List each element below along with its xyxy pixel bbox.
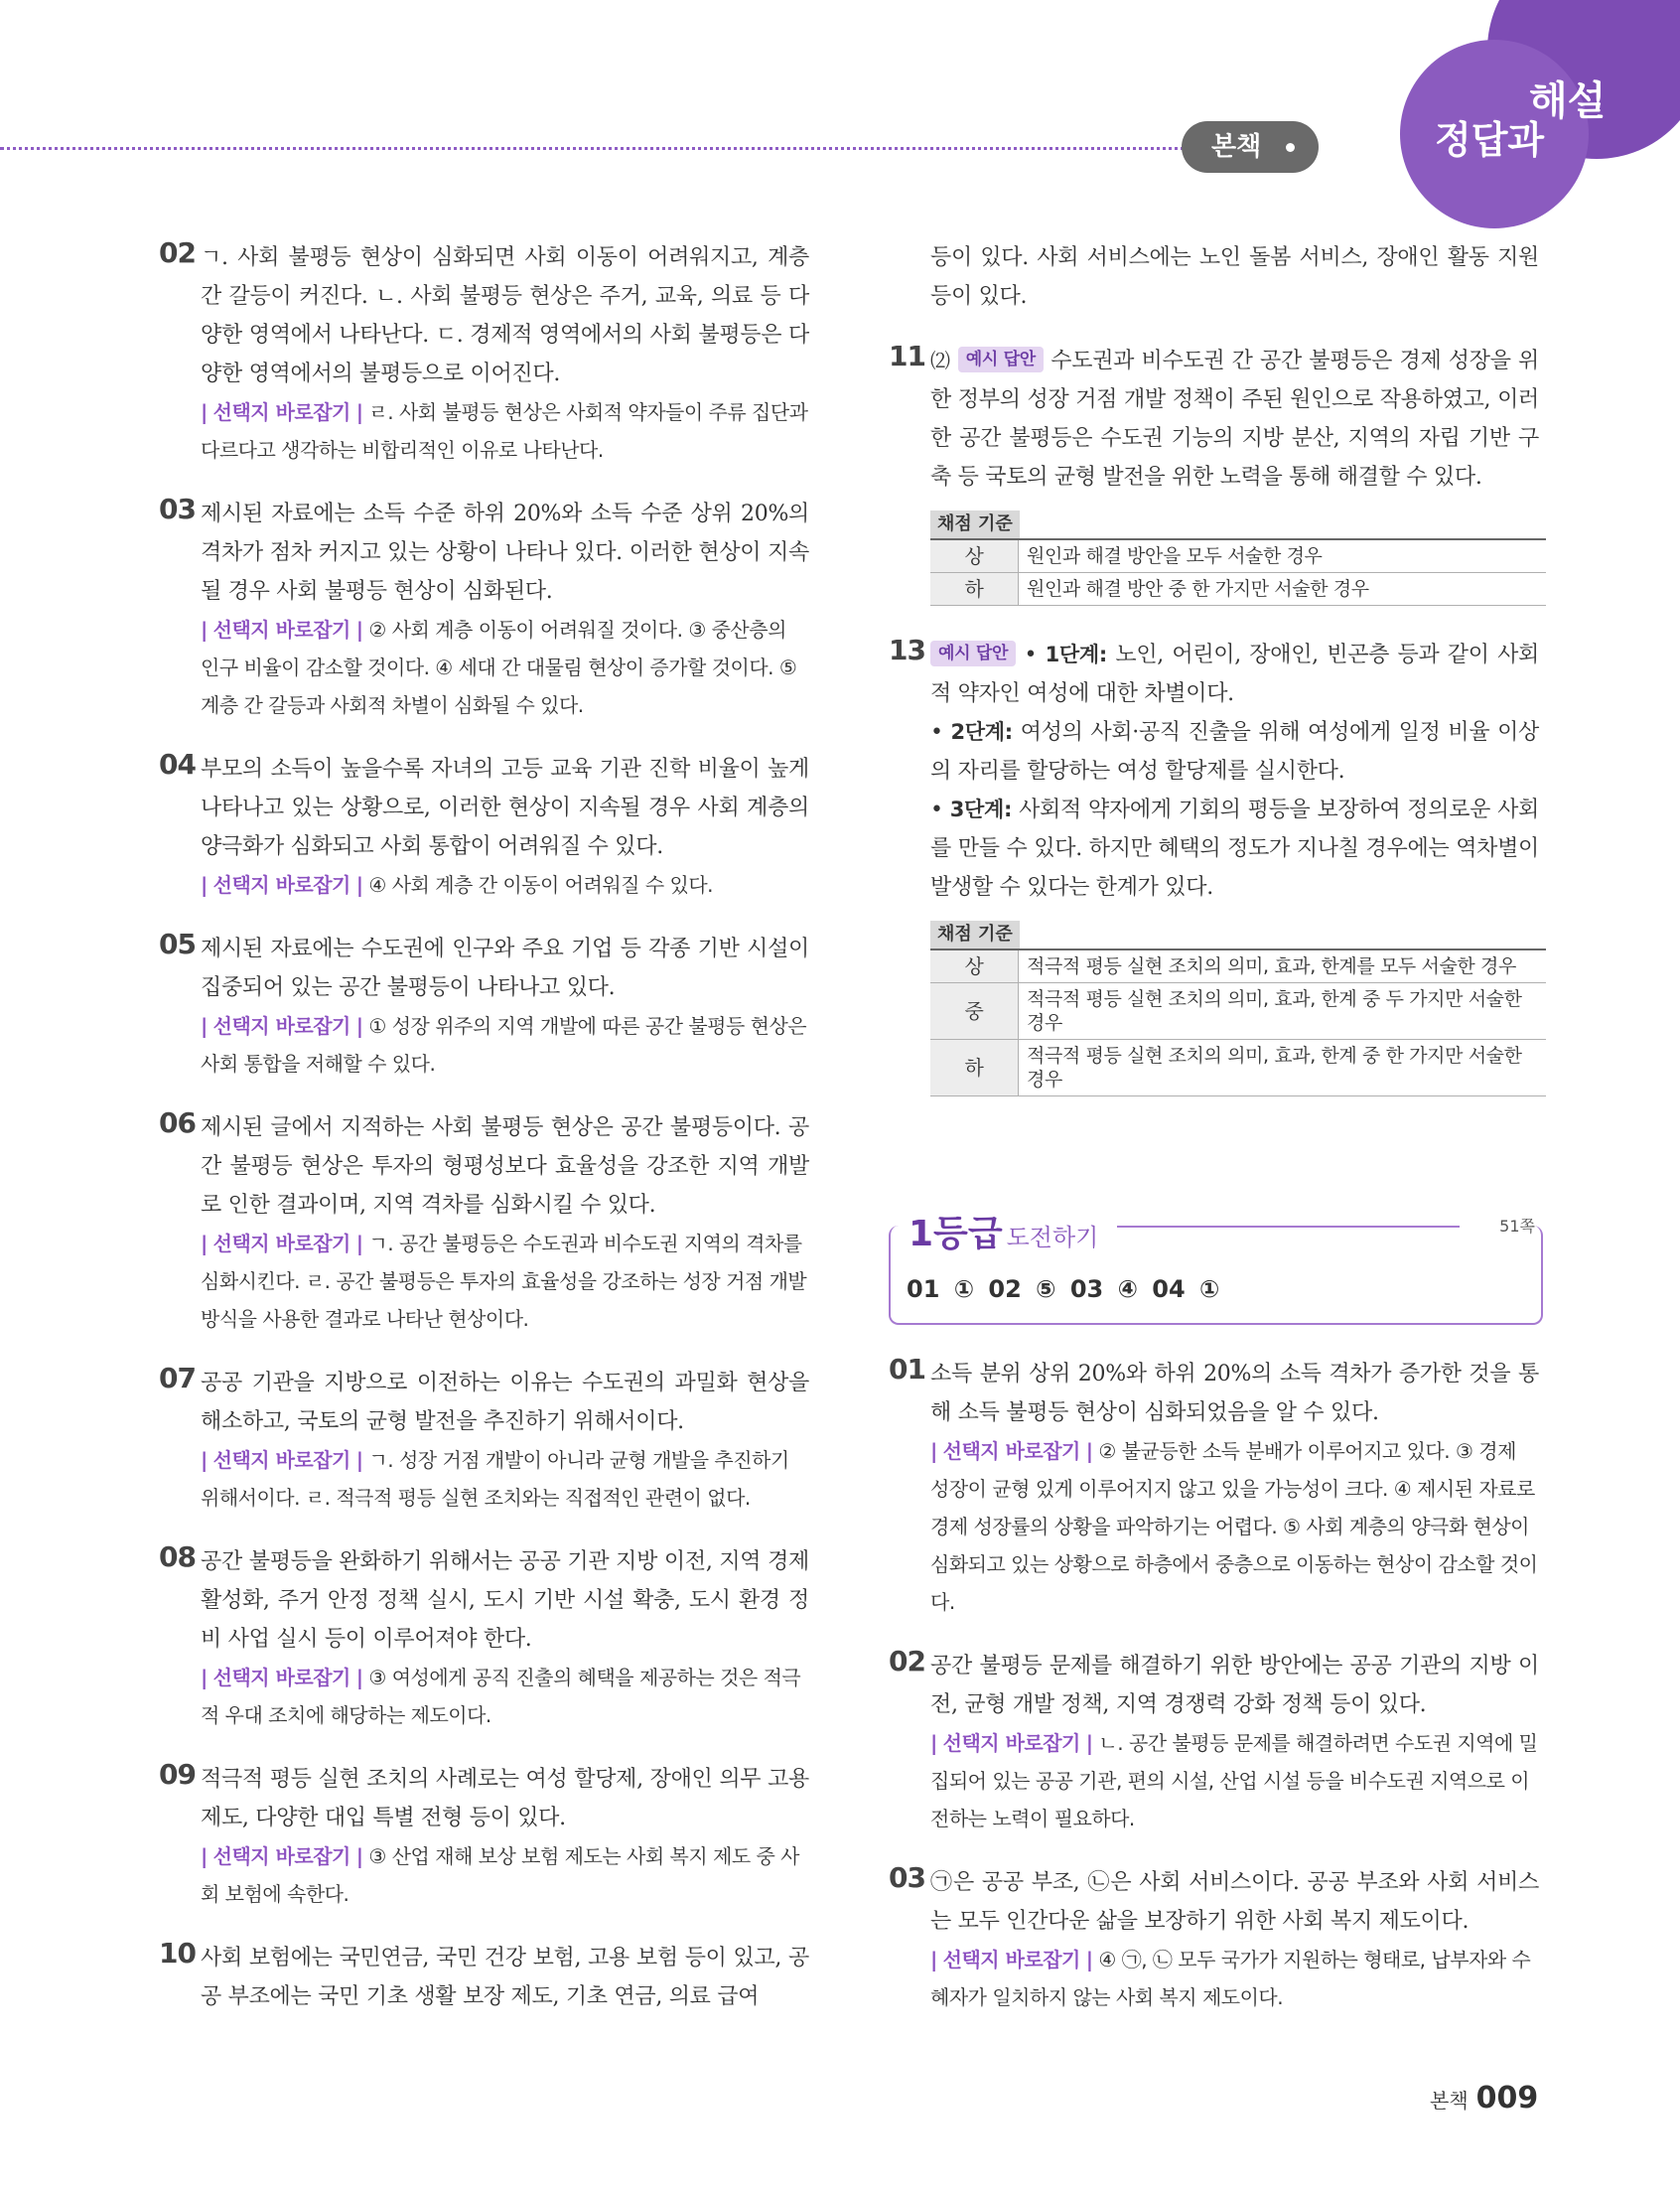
header-dotted-rule [0,147,1221,150]
answer-item-09 [159,1760,809,1913]
choice-fix-label: 선택지 바로잡기 [212,400,350,424]
item-text: 적극적 평등 실현 조치의 사례로는 여성 할당제, 장애인 의무 고용 제도, 다양한 대입 특별 전형 등이 있다. [201,1767,809,1830]
item-number: 01 [889,1353,925,1386]
item-number: 13 [889,634,925,666]
choice-fix-note: | 선택지 바로잡기 | ④ ㉠, ㉡ 모두 국가가 지원하는 형태로, 납부자와 수혜자가 일치하지 않는 사회 복지 제도이다. [930,1948,1531,2009]
stage-1-text: 노인, 어린이, 장애인, 빈곤층 등과 같이 사회적 약자인 여성에 대한 차별이다. [930,643,1539,706]
choice-fix-label: 선택지 바로잡기 [212,1232,350,1255]
item-text: 공간 불평등 문제를 해결하기 위한 방안에는 공공 기관의 지방 이전, 균형 개발 정책, 지역 경쟁력 강화 정책 등이 있다. [930,1654,1539,1717]
choice-fix-note: | 선택지 바로잡기 | ④ 사회 계층 간 이동이 어려워질 수 있다. [201,873,713,897]
item-number: 10 [159,1937,196,1970]
item-text: 사회 보험에는 국민연금, 국민 건강 보험, 고용 보험 등이 있고, 공공 부조에는 국민 기초 생활 보장 제도, 기초 연금, 의료 급여 [201,1946,809,2009]
choice-fix-text: ㄴ. 공간 불평등 문제를 해결하려면 수도권 지역에 밀집되어 있는 공공 기관, 편의 시설, 산업 시설 등을 비수도권 지역으로 이전하는 노력이 필요하다. [930,1731,1538,1830]
grade-title-text: 1등급 [909,1214,1003,1254]
right-column [889,238,1539,2042]
grade-item-02 [889,1647,1539,1837]
item-number: 09 [159,1758,196,1791]
answer-item-07 [159,1364,809,1517]
choice-fix-text: ④ ㉠, ㉡ 모두 국가가 지원하는 형태로, 납부자와 수혜자가 일치하지 않는 사회 복지 제도이다. [930,1948,1531,2009]
item-text: 예시 답안 • 1단계: 노인, 어린이, 장애인, 빈곤층 등과 같이 사회적 약자인 여성에 대한 차별이다. • 2단계: 여성의 사회·공직 진출을 위해 여성에게 일정 비율 이상의 자리를 할당하는 여성 할당제를 실시한다. • 3단계: 사회적 약자에게 기회의 평등을 보장하여 정의로운 사회를 만들 수 있다. 하지만 혜택의 정도가 지나칠 경우에는 역차별이 발생할 수 있다는 한계가 있다. [930,643,1540,900]
choice-fix-note: | 선택지 바로잡기 | ㄱ. 공간 불평등은 수도권과 비수도권 지역의 격차를 심화시킨다. ㄹ. 공간 불평등은 투자의 효율성을 강조하는 성장 거점 개발 방식을 사용한 결과로 나타난 현상이다. [201,1232,807,1331]
stage-1-label: 1단계: [1045,643,1107,666]
choice-fix-text: ④ 사회 계층 간 이동이 어려워질 수 있다. [368,873,713,897]
rubric-desc: 적극적 평등 실현 조치의 의미, 효과, 한계를 모두 서술한 경우 [1019,949,1547,983]
choice-fix-label: 선택지 바로잡기 [212,1014,350,1038]
grade-box-top-rule [1117,1226,1460,1228]
choice-fix-text: ③ 산업 재해 보상 보험 제도는 사회 복지 제도 중 사회 보험에 속한다. [201,1844,799,1906]
grade-challenge-box [889,1206,1539,1325]
choice-fix-note: | 선택지 바로잡기 | ㄱ. 성장 거점 개발이 아니라 균형 개발을 추진하기 위해서이다. ㄹ. 적극적 평등 실현 조치와는 직접적인 관련이 없다. [201,1448,789,1510]
choice-fix-label: 선택지 바로잡기 [942,1439,1080,1463]
rubric-level: 하 [930,573,1019,606]
item-text: 공간 불평등을 완화하기 위해서는 공공 기관 지방 이전, 지역 경제 활성화, 주거 안정 정책 실시, 도시 기반 시설 확충, 도시 환경 정비 사업 실시 등이 이루어져야 한다. [201,1549,809,1652]
item-number: 07 [159,1362,196,1394]
scoring-rubric-11 [930,511,1546,606]
page-footer [1430,2081,1538,2116]
choice-fix-text: ㄹ. 사회 불평등 현상은 사회적 약자들이 주류 집단과 다르다고 생각하는 비합리적인 이유로 나타난다. [201,400,808,462]
rubric-level: 중 [930,983,1019,1040]
rubric-desc: 적극적 평등 실현 조치의 의미, 효과, 한계 중 한 가지만 서술한 경우 [1019,1040,1547,1096]
example-answer-badge: 예시 답안 [958,347,1044,372]
rubric-level: 상 [930,539,1019,573]
item-number: 08 [159,1540,196,1573]
header-explanation-label: 해설 [1529,78,1607,124]
answer-item-06 [159,1108,809,1338]
choice-fix-text: ㄱ. 성장 거점 개발이 아니라 균형 개발을 추진하기 위해서이다. ㄹ. 적극적 평등 실현 조치와는 직접적인 관련이 없다. [201,1448,789,1510]
answer-item-13 [889,636,1539,907]
grade-subtitle: 도전하기 [1006,1224,1099,1251]
rubric-desc: 원인과 해결 방안 중 한 가지만 서술한 경우 [1019,573,1547,606]
rubric-table [930,538,1546,606]
item-text: ㄱ. 사회 불평등 현상이 심화되면 사회 이동이 어려워지고, 계층 간 갈등이 커진다. ㄴ. 사회 불평등 현상은 주거, 교육, 의료 등 다양한 영역에서 나타난다. ㄷ. 경제적 영역에서의 사회 불평등은 다양한 영역에서의 불평등으로 이어진다. [201,245,809,386]
rubric-level: 상 [930,949,1019,983]
rubric-title: 채점 기준 [930,921,1020,949]
item-text: 등이 있다. 사회 서비스에는 노인 돌봄 서비스, 장애인 활동 지원 등이 있다. [930,245,1539,309]
example-answer-text: 수도권과 비수도권 간 공간 불평등은 경제 성장을 위한 정부의 성장 거점 개발 정책이 주된 원인으로 작용하였고, 이러한 공간 불평등은 수도권 기능의 지방 분산, 지역의 자립 기반 구축 등 국토의 균형 발전을 위한 노력을 통해 해결할 수 있다. [930,349,1539,490]
stage-2-text: 여성의 사회·공직 진출을 위해 여성에게 일정 비율 이상의 자리를 할당하는 여성 할당제를 실시한다. [930,720,1539,784]
answer-item-11 [889,342,1539,497]
item-number: 11 [889,340,925,372]
rubric-desc: 원인과 해결 방안을 모두 서술한 경우 [1019,539,1547,573]
rubric-table [930,949,1546,1096]
answer-item-05 [159,930,809,1083]
grade-page-ref: 51쪽 [1493,1214,1535,1237]
book-tab [1182,121,1319,173]
item-number: 06 [159,1106,196,1139]
item-text: 소득 분위 상위 20%와 하위 20%의 소득 격차가 증가한 것을 통해 소득 불평등 현상이 심화되었음을 알 수 있다. [930,1362,1539,1425]
item-number: 02 [889,1645,925,1678]
choice-fix-note: | 선택지 바로잡기 | ② 사회 계층 이동이 어려워질 것이다. ③ 중산층의 인구 비율이 감소할 것이다. ④ 세대 간 대물림 현상이 증가할 것이다. ⑤ 계층 간 갈등과 사회적 차별이 심화될 수 있다. [201,618,797,717]
choice-fix-text: ② 불균등한 소득 분배가 이루어지고 있다. ③ 경제 성장이 균형 있게 이루어지지 않고 있을 가능성이 크다. ④ 제시된 자료로 경제 성장률의 상황을 파악하기는 어렵다. ⑤ 사회 계층의 양극화 현상이 심화되고 있는 상황으로 하층에서 중층으로 이동하는 현상이 감소할 것이다. [930,1439,1538,1614]
choice-fix-label: 선택지 바로잡기 [942,1948,1080,1971]
choice-fix-note: | 선택지 바로잡기 | ③ 산업 재해 보상 보험 제도는 사회 복지 제도 중 사회 보험에 속한다. [201,1844,799,1906]
answer-item-10 [159,1939,809,2016]
item-text: 제시된 글에서 지적하는 사회 불평등 현상은 공간 불평등이다. 공간 불평등 현상은 투자의 형평성보다 효율성을 강조한 지역 개발로 인한 결과이며, 지역 격차를 심화시킬 수 있다. [201,1115,809,1218]
answer-item-03 [159,495,809,724]
stage-3-label: 3단계: [949,798,1013,821]
choice-fix-text: ① 성장 위주의 지역 개발에 따른 공간 불평등 현상은 사회 통합을 저해할 수 있다. [201,1014,807,1076]
item-text: 제시된 자료에는 소득 수준 하위 20%와 소득 수준 상위 20%의 격차가 점차 커지고 있는 상황이 나타나 있다. 이러한 현상이 지속될 경우 사회 불평등 현상이 심화된다. [201,502,809,604]
scoring-rubric-13 [930,921,1546,1096]
left-column [159,238,809,2042]
rubric-row [930,949,1546,983]
stage-2-label: 2단계: [950,720,1013,744]
item-number: 04 [159,748,196,781]
footer-book-label: 본책 [1430,2089,1469,2113]
item-number: 05 [159,928,196,960]
grade-item-01 [889,1355,1539,1621]
item-text: 부모의 소득이 높을수록 자녀의 고등 교육 기관 진학 비율이 높게 나타나고 있는 상황으로, 이러한 현상이 지속될 경우 사회 계층의 양극화가 심화되고 사회 통합이 어려워질 수 있다. [201,757,809,859]
rubric-row [930,983,1546,1040]
answer-item-04 [159,750,809,904]
rubric-desc: 적극적 평등 실현 조치의 의미, 효과, 한계 중 두 가지만 서술한 경우 [1019,983,1547,1040]
choice-fix-label: 선택지 바로잡기 [212,618,350,642]
example-answer-badge: 예시 답안 [930,641,1016,666]
item-text: 제시된 자료에는 수도권에 인구와 주요 기업 등 각종 기반 시설이 집중되어 있는 공간 불평등이 나타나고 있다. [201,937,809,1000]
grade-answer-key: 01 ① 02 ⑤ 03 ④ 04 ① [907,1275,1220,1303]
book-tab-dot [1286,143,1295,152]
choice-fix-label: 선택지 바로잡기 [212,1666,350,1689]
book-tab-label: 본책 [1211,132,1262,162]
choice-fix-note: | 선택지 바로잡기 | ③ 여성에게 공직 진출의 혜택을 제공하는 것은 적극적 우대 조치에 해당하는 제도이다. [201,1666,801,1727]
answer-item-10-continued [889,238,1539,316]
choice-fix-note: | 선택지 바로잡기 | ① 성장 위주의 지역 개발에 따른 공간 불평등 현상은 사회 통합을 저해할 수 있다. [201,1014,807,1076]
grade-title [901,1206,1106,1256]
choice-fix-text: ③ 여성에게 공직 진출의 혜택을 제공하는 것은 적극적 우대 조치에 해당하는 제도이다. [201,1666,801,1727]
choice-fix-label: 선택지 바로잡기 [942,1731,1080,1755]
choice-fix-label: 선택지 바로잡기 [212,1844,350,1868]
choice-fix-label: 선택지 바로잡기 [212,1448,350,1472]
choice-fix-text: ㄱ. 공간 불평등은 수도권과 비수도권 지역의 격차를 심화시킨다. ㄹ. 공간 불평등은 투자의 효율성을 강조하는 성장 거점 개발 방식을 사용한 결과로 나타난 현상이다. [201,1232,807,1331]
item-number: 03 [159,493,196,525]
header-answer-label: 정답과 [1435,118,1545,162]
choice-fix-text: ② 사회 계층 이동이 어려워질 것이다. ③ 중산층의 인구 비율이 감소할 것이다. ④ 세대 간 대물림 현상이 증가할 것이다. ⑤ 계층 간 갈등과 사회적 차별이 심화될 수 있다. [201,618,797,717]
item-number: 02 [159,236,196,269]
choice-fix-label: 선택지 바로잡기 [212,873,350,897]
rubric-level: 하 [930,1040,1019,1096]
item-text [930,342,1539,497]
page-number: 009 [1475,2081,1539,2116]
choice-fix-note: | 선택지 바로잡기 | ㄹ. 사회 불평등 현상은 사회적 약자들이 주류 집단과 다르다고 생각하는 비합리적인 이유로 나타난다. [201,400,808,462]
answer-item-02 [159,238,809,469]
rubric-row [930,1040,1546,1096]
rubric-title: 채점 기준 [930,511,1020,538]
item-text: 공공 기관을 지방으로 이전하는 이유는 수도권의 과밀화 현상을 해소하고, 국토의 균형 발전을 추진하기 위해서이다. [201,1371,809,1434]
grade-item-03 [889,1863,1539,2016]
sub-question-number: ⑵ [930,349,951,372]
choice-fix-note: | 선택지 바로잡기 | ㄴ. 공간 불평등 문제를 해결하려면 수도권 지역에 밀집되어 있는 공공 기관, 편의 시설, 산업 시설 등을 비수도권 지역으로 이전하는 노력이 필요하다. [930,1731,1538,1830]
choice-fix-note: | 선택지 바로잡기 | ② 불균등한 소득 분배가 이루어지고 있다. ③ 경제 성장이 균형 있게 이루어지지 않고 있을 가능성이 크다. ④ 제시된 자료로 경제 성장률의 상황을 파악하기는 어렵다. ⑤ 사회 계층의 양극화 현상이 심화되고 있는 상황으로 하층에서 중층으로 이동하는 현상이 감소할 것이다. [930,1439,1538,1614]
item-text: ㉠은 공공 부조, ㉡은 사회 서비스이다. 공공 부조와 사회 서비스는 모두 인간다운 삶을 보장하기 위한 사회 복지 제도이다. [930,1870,1539,1934]
stage-3-text: 사회적 약자에게 기회의 평등을 보장하여 정의로운 사회를 만들 수 있다. 하지만 혜택의 정도가 지나칠 경우에는 역차별이 발생할 수 있다는 한계가 있다. [930,798,1540,900]
answer-item-08 [159,1542,809,1734]
item-number: 03 [889,1861,925,1894]
rubric-row [930,573,1546,606]
rubric-row [930,539,1546,573]
